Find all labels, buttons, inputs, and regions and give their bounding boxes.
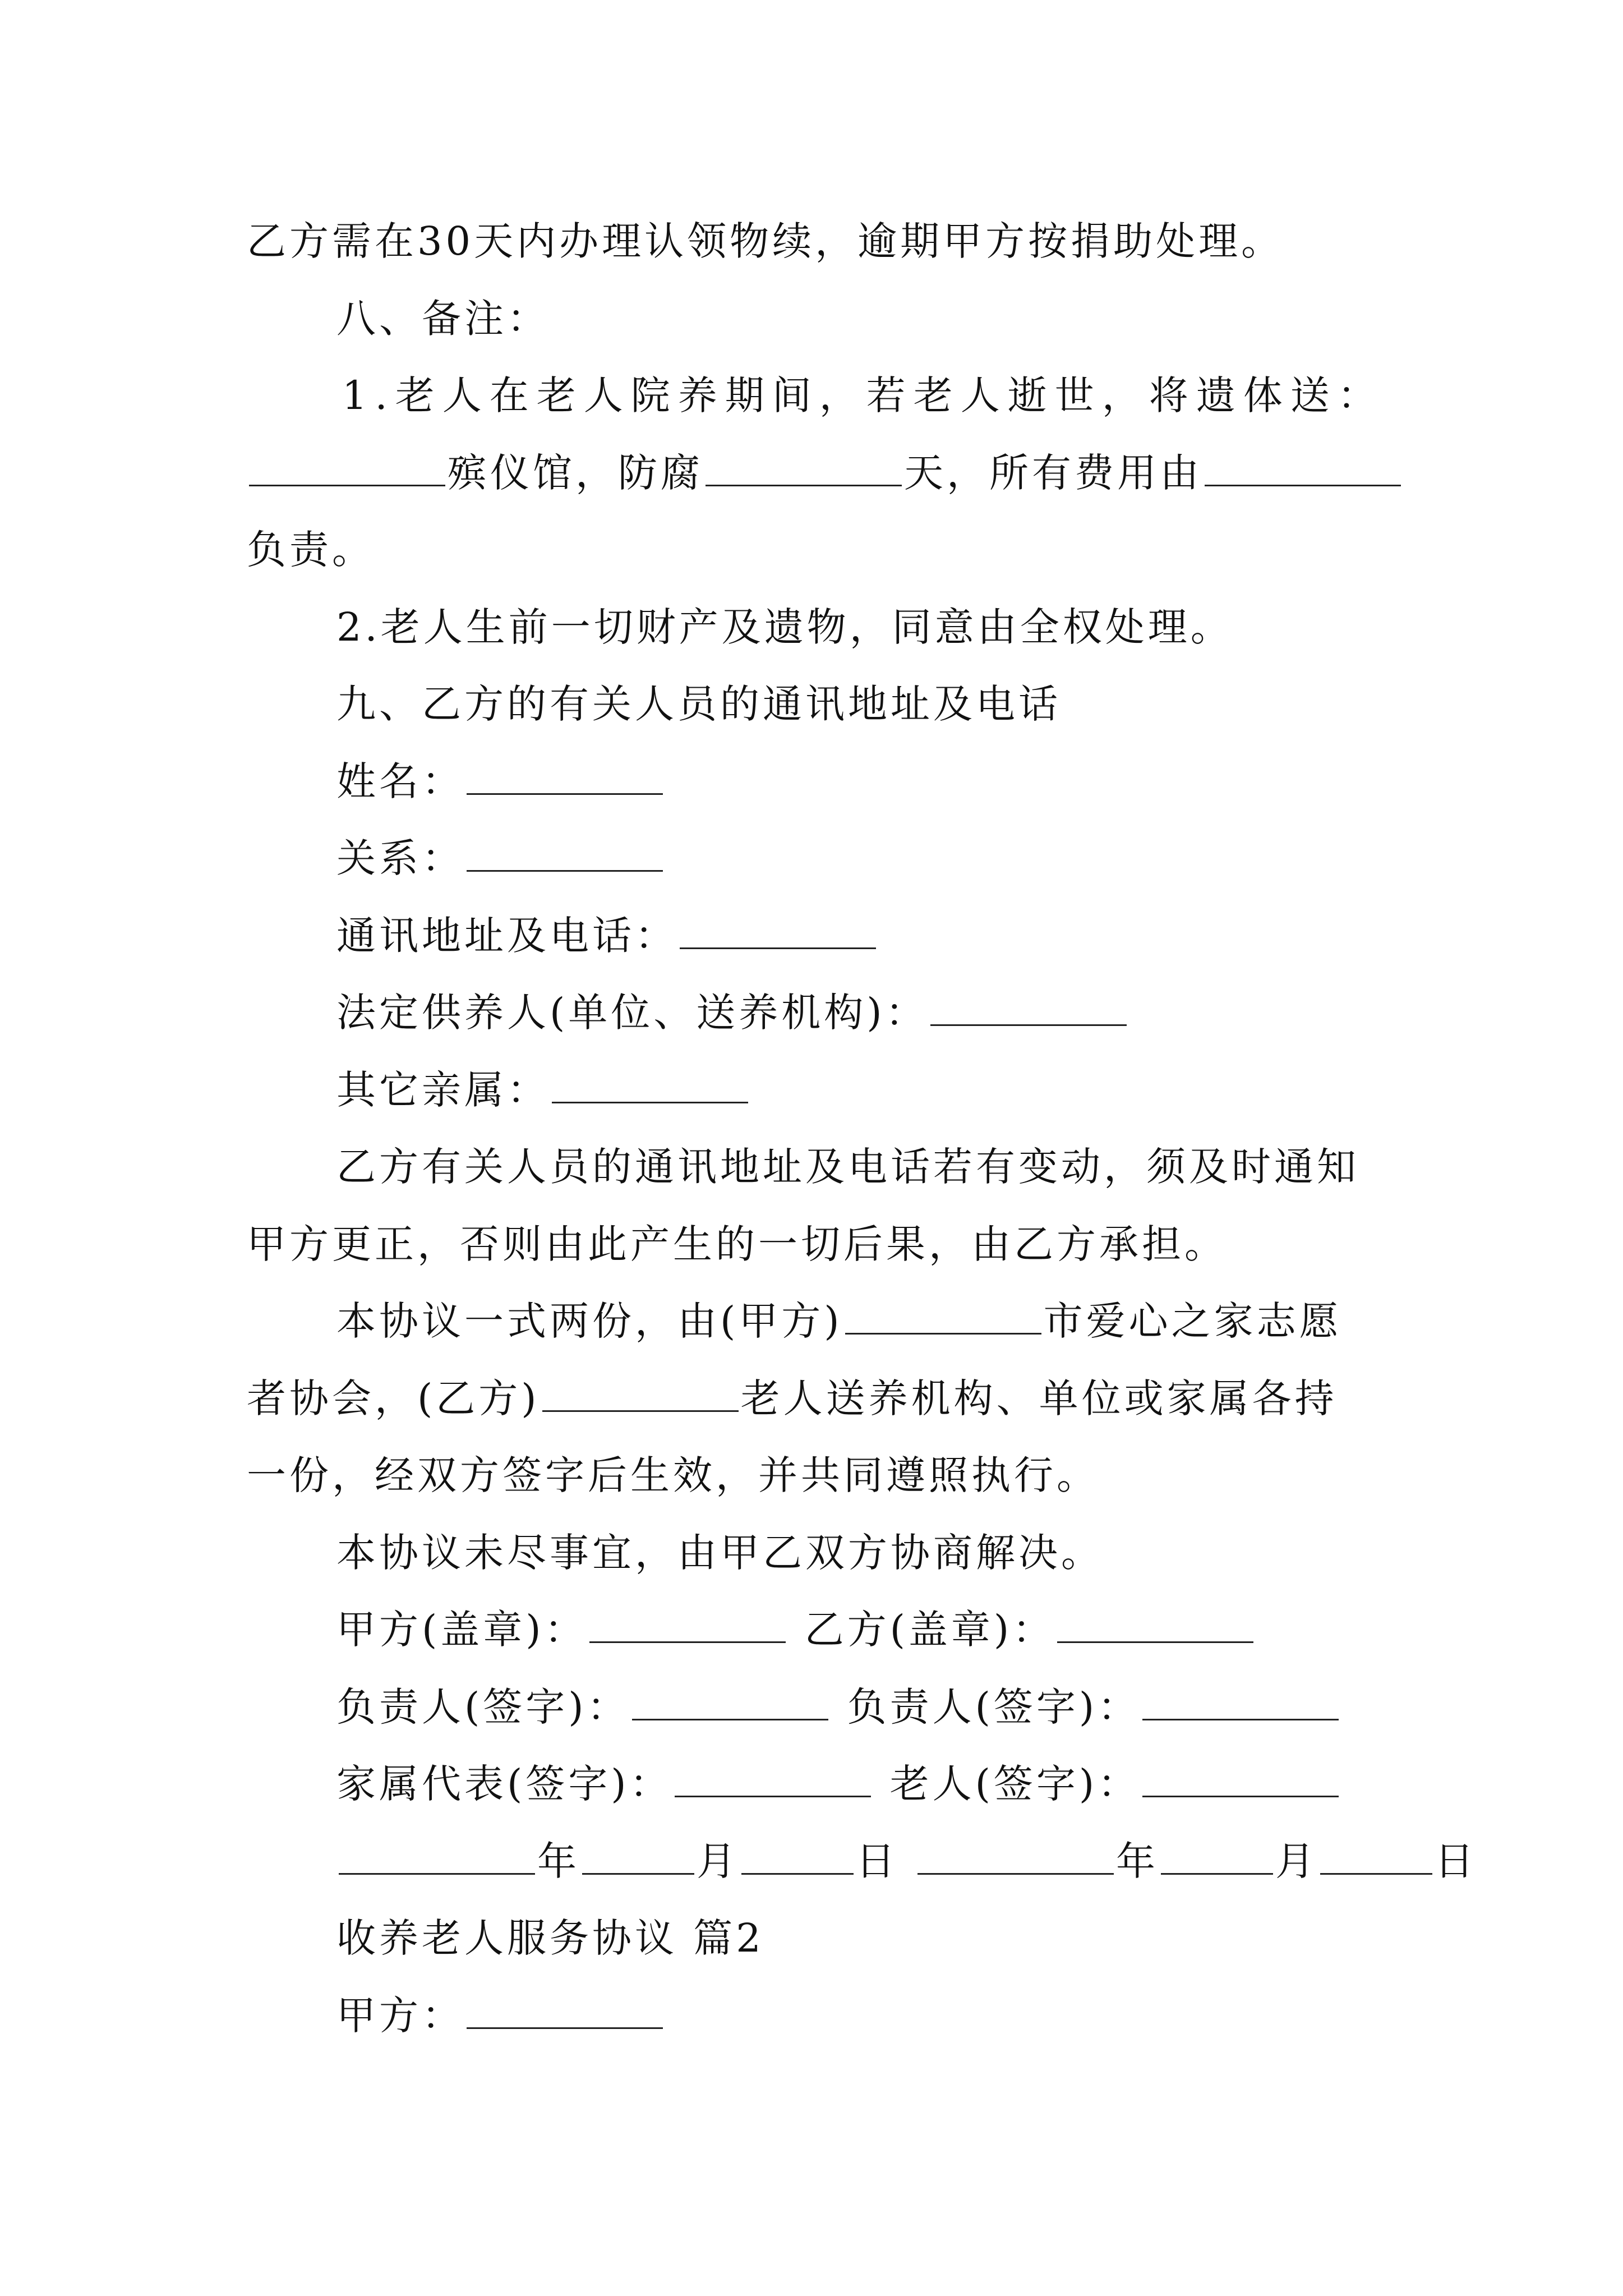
party-b-day-blank[interactable] [1320,1839,1432,1875]
contact-address-row: 通讯地址及电话： [336,908,878,964]
remark-item-1-end: 负责。 [247,527,375,573]
next-party-a-blank[interactable] [467,1994,663,2029]
remark-item-2: 2.老人生前一切财产及遗物，同意由全权处理。 [336,604,1233,650]
paragraph-claim-deadline: 乙方需在30天内办理认领物续，逾期甲方按捐助处理。 [247,218,1284,264]
date-row: 年 月 日 年 月 日 [336,1833,1477,1889]
contact-relation-row: 关系： [336,830,665,886]
next-agreement-party-a-row: 甲方： [336,1987,665,2044]
remark-item-1: 1.老人在老人院养期间，若老人逝世，将遗体送： [342,372,1385,418]
seal-row: 甲方(盖章)： 乙方(盖章)： [336,1602,1256,1658]
other-relatives-blank[interactable] [552,1068,748,1103]
party-b-responsible-signature-blank[interactable] [1142,1685,1339,1720]
party-a-responsible-signature-blank[interactable] [632,1685,828,1720]
contact-relation-blank[interactable] [467,836,663,872]
paragraph-change-notice-continued: 甲方更正，否则由此产生的一切后果，由乙方承担。 [247,1221,1227,1267]
legal-supporter-blank[interactable] [930,991,1127,1026]
legal-supporter-row: 法定供养人(单位、送养机构)： [336,984,1129,1041]
party-a-day-blank[interactable] [741,1839,854,1875]
embalming-days-blank[interactable] [706,451,902,486]
paragraph-change-notice: 乙方有关人员的通讯地址及电话若有变动，须及时通知 [336,1144,1359,1190]
party-a-month-blank[interactable] [582,1839,694,1875]
family-signature-row: 家属代表(签字)： 老人(签字)： [336,1756,1341,1812]
section-heading-remarks: 八、备注： [336,296,550,342]
party-a-city-blank[interactable] [845,1299,1041,1335]
funeral-home-blank[interactable] [249,451,445,486]
party-b-year-blank[interactable] [917,1839,1114,1875]
party-a-seal-blank[interactable] [589,1608,786,1643]
paragraph-copies-end: 一份，经双方签字后生效，并共同遵照执行。 [247,1452,1099,1498]
party-a-year-blank[interactable] [339,1839,535,1875]
remark-item-1-continued: 殡仪馆，防腐 天，所有费用由 [247,445,1403,501]
party-b-month-blank[interactable] [1161,1839,1273,1875]
cost-bearer-blank[interactable] [1205,451,1401,486]
contact-address-blank[interactable] [680,914,876,949]
contact-name-row: 姓名： [336,753,665,809]
party-b-name-blank[interactable] [542,1377,739,1412]
contact-name-blank[interactable] [467,760,663,795]
party-b-seal-blank[interactable] [1057,1608,1253,1643]
family-representative-signature-blank[interactable] [675,1762,871,1797]
elder-signature-blank[interactable] [1142,1762,1339,1797]
other-relatives-row: 其它亲属： [336,1062,750,1118]
responsible-signature-row: 负责人(签字)： 负责人(签字)： [336,1679,1341,1735]
paragraph-unresolved-matters: 本协议未尽事宜，由甲乙双方协商解决。 [336,1530,1104,1576]
next-agreement-title: 收养老人服务协议 篇2 [336,1915,764,1961]
paragraph-copies: 本协议一式两份，由(甲方) 市爱心之家志愿 [336,1298,1342,1344]
section-heading-contacts: 九、乙方的有关人员的通讯地址及电话 [336,681,1061,727]
paragraph-copies-continued: 者协会，(乙方) 老人送养机构、单位或家属各持 [247,1375,1338,1421]
